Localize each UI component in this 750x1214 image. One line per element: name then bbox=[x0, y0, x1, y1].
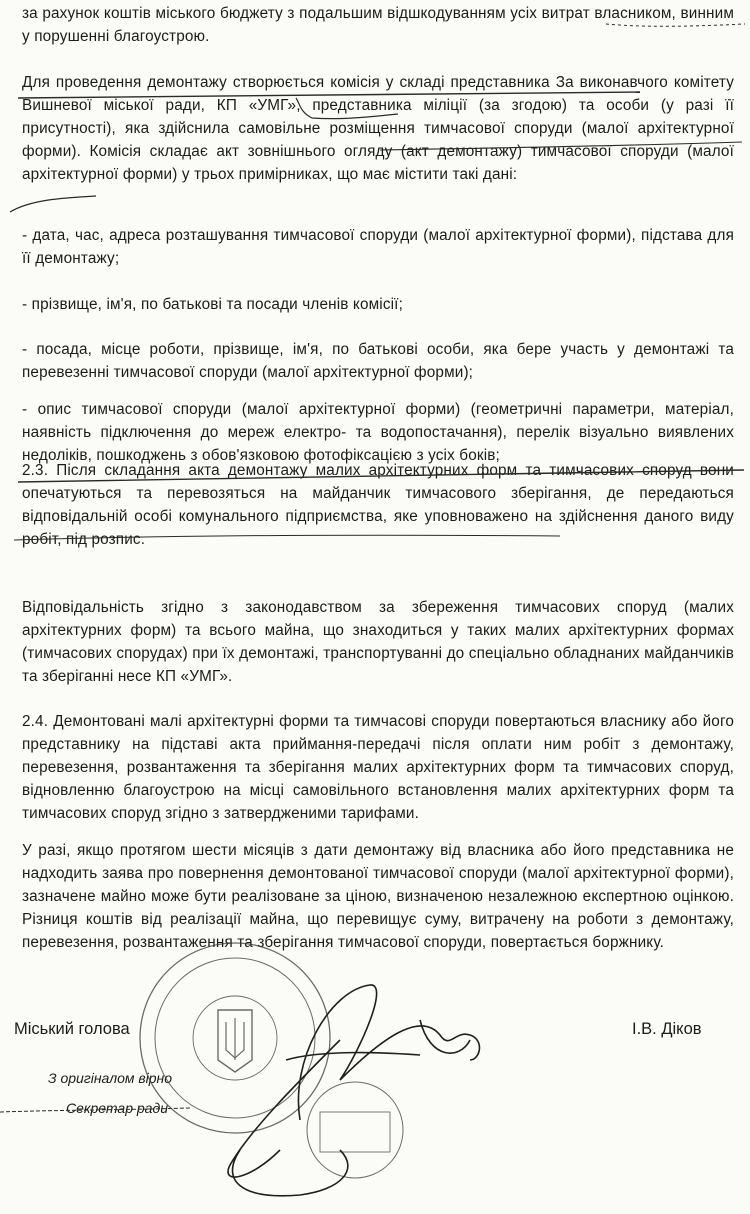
circle-mark bbox=[296, 98, 398, 119]
paragraph-2-4: 2.4. Демонтовані малі архітектурні форми та тимчасові споруди повертаються власнику або його представнику на підставі акта приймання-передачі після оплати ним робіт з демонтажу, перевезення, розвантаження та зберігання малих архітектурних форм та тимчасових споруд, відновленню благоустрою на місці самовільного встановлення малих архітектурних форм та тимчасових споруд згідно з затвердженими тарифами. bbox=[22, 713, 734, 822]
paragraph-continuation: за рахунок коштів міського бюджету з подальшим відшкодуванням усіх витрат власником, винним у порушенні благоустрою. bbox=[22, 5, 734, 45]
certified-copy-label: З оригіналом вірно bbox=[48, 1070, 173, 1086]
paragraph-commission: Для проведення демонтажу створюється комісія у складі представника Зa виконавчого комітету Вишневої міської ради, КП «УМГ», представника міліції (за згодою) та особи (у разі її присутності), яка здійснила самовільне розміщення тимчасової споруди (малої архітектурної форми). Комісія складає акт зовнішнього огляду (акт демонтажу) тимчасової споруди (малої архітектурної форми) у трьох примірниках, що має містити такі дані: bbox=[22, 74, 734, 183]
bracket-mark bbox=[10, 196, 96, 212]
underline-mark bbox=[380, 142, 742, 150]
stamp-seal bbox=[140, 943, 403, 1178]
secretary-label: Секретар ради bbox=[66, 1100, 168, 1116]
paragraph-responsibility: Відповідальність згідно з законодавством за збереження тимчасових споруд (малих архітектурних форм) та всього майна, що знаходиться у таких малих архітектурних формах (тимчасових спорудах) при їх демонтажі, транспортуванні до спеціально обладнаних майданчиків та зберіганні несе КП «УМГ». bbox=[22, 599, 734, 685]
list-item-date: - дата, час, адреса розташування тимчасової споруди (малої архітектурної форми), підстава для її демонтажу; bbox=[22, 227, 734, 267]
underline-mark bbox=[18, 470, 744, 482]
dotted-line bbox=[0, 1108, 190, 1112]
underline-mark bbox=[14, 535, 560, 540]
paragraph-six-months: У разі, якщо протягом шести місяців з дати демонтажу від власника або його представника не надходить заява про повернення демонтованої тимчасової споруди (малої архітектурної форми), зазначене майно може бути реалізоване за ціною, визначеною незалежною експертною оцінкою. Різниця коштів від реалізації майна, що перевищує суму, витрачену на роботи з демонтажу, перевезення, розвантаження та зберігання тимчасової споруди, повертається боржнику. bbox=[22, 842, 734, 951]
mayor-position: Міський голова bbox=[14, 1020, 130, 1038]
signature-scribble bbox=[228, 985, 479, 1196]
list-item-members: - прізвище, ім'я, по батькові та посади членів комісії; bbox=[22, 296, 403, 313]
mayor-name: І.В. Діков bbox=[632, 1020, 702, 1038]
list-item-worker: - посада, місце роботи, прізвище, ім'я, по батькові особи, яка бере участь у демонтажі та перевезенні тимчасової споруди (малої архітектурної форми); bbox=[22, 341, 734, 381]
underline-mark bbox=[18, 92, 640, 98]
dotted-mark bbox=[606, 24, 745, 26]
list-item-description: - опис тимчасової споруди (малої архітектурної форми) (геометричні параметри, матеріал, наявність підключення до мереж електро- та водопостачання), перелік візуально виявлених недоліків, пошкоджень з обов'язковою фотофіксацією з усіх боків; bbox=[22, 401, 734, 464]
paragraph-2-3: 2.3. Після складання акта демонтажу малих архітектурних форм та тимчасових споруд вони опечатуються та перевозяться на майданчик тимчасового зберігання, де передаються відповідальній особі комунального підприємства, яке уповноважено на здійснення даного виду робіт, під розпис. bbox=[22, 462, 734, 548]
